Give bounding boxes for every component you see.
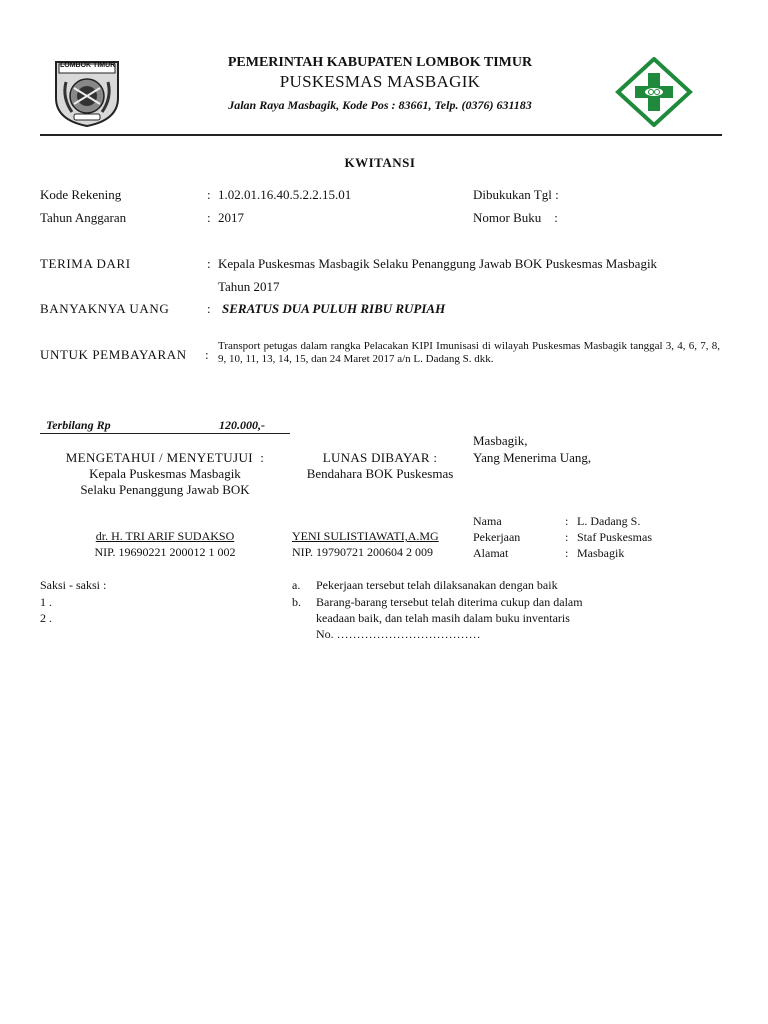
terbilang-label: Terbilang Rp <box>46 418 111 432</box>
terima-dari-value-year: Tahun 2017 <box>218 279 280 294</box>
note-b-line-3: No. ……………………………… <box>316 627 481 641</box>
pekerjaan-label: Pekerjaan <box>473 530 521 544</box>
lunas-nip: NIP. 19790721 200604 2 009 <box>292 545 434 559</box>
nomor-buku-label: Nomor Buku : <box>473 210 558 225</box>
alamat-value: Masbagik <box>577 546 625 560</box>
saksi-item-2: 2 . <box>40 611 52 625</box>
pekerjaan-colon: : <box>565 530 569 544</box>
mengetahui-nip: NIP. 19690221 200012 1 002 <box>94 545 236 559</box>
note-a-marker: a. <box>292 578 301 592</box>
untuk-pembayaran-value: Transport petugas dalam rangka Pelacakan KIPI Imunisasi di wilayah Puskesmas Masbagik tanggal 3, 4, 6, 7, 8, 9, 10, 11, 13, 14, 15, dan 24 Maret 2017 a/n L. Dadang S. dkk. <box>218 340 720 365</box>
tahun-anggaran-colon: : <box>207 210 211 225</box>
note-a-text: Pekerjaan tersebut telah dilaksanakan dengan baik <box>316 578 558 592</box>
nama-label: Nama <box>473 514 502 528</box>
terbilang-amount: 120.000,- <box>219 418 265 432</box>
lunas-role: Bendahara BOK Puskesmas <box>306 466 454 481</box>
lunas-name: YENI SULISTIAWATI,A.MG <box>292 529 439 543</box>
untuk-pembayaran-label: UNTUK PEMBAYARAN <box>40 347 187 362</box>
tahun-anggaran-value: 2017 <box>218 210 244 225</box>
receiver-title: Yang Menerima Uang, <box>473 450 592 465</box>
kode-rekening-label: Kode Rekening <box>40 187 122 202</box>
mengetahui-title: MENGETAHUI / MENYETUJUI : <box>65 450 265 465</box>
banyaknya-uang-colon: : <box>207 301 211 316</box>
emblem-caption: LOMBOK TIMUR <box>60 62 116 69</box>
terbilang-underline <box>40 433 290 434</box>
lunas-title: LUNAS DIBAYAR : <box>322 450 438 465</box>
saksi-title: Saksi - saksi : <box>40 578 107 592</box>
header-government: PEMERINTAH KABUPATEN LOMBOK TIMUR <box>227 55 533 70</box>
pekerjaan-value: Staf Puskesmas <box>577 530 652 544</box>
dibukukan-label: Dibukukan Tgl : <box>473 187 559 202</box>
kode-rekening-colon: : <box>207 187 211 202</box>
terima-dari-colon: : <box>207 256 211 271</box>
note-b-line-1: Barang-barang tersebut telah diterima cukup dan dalam <box>316 595 583 609</box>
puskesmas-logo <box>614 57 694 127</box>
mengetahui-role-2: Selaku Penanggung Jawab BOK <box>80 482 250 497</box>
tahun-anggaran-label: Tahun Anggaran <box>40 210 127 225</box>
note-b-line-2: keadaan baik, dan telah masih dalam buku inventaris <box>316 611 570 625</box>
alamat-label: Alamat <box>473 546 509 560</box>
nama-value: L. Dadang S. <box>577 514 641 528</box>
terima-dari-value: Kepala Puskesmas Masbagik Selaku Penanggung Jawab BOK Puskesmas Masbagik <box>218 256 658 271</box>
document-title: KWITANSI <box>344 155 416 170</box>
saksi-item-1: 1 . <box>40 595 52 609</box>
terima-dari-label: TERIMA DARI <box>40 256 131 271</box>
banyaknya-uang-label: BANYAKNYA UANG <box>40 301 170 316</box>
untuk-pembayaran-colon: : <box>205 347 209 362</box>
mengetahui-name: dr. H. TRI ARIF SUDAKSO <box>95 529 235 543</box>
signing-place: Masbagik, <box>473 433 528 448</box>
nama-colon: : <box>565 514 569 528</box>
header-divider <box>40 134 722 136</box>
kode-rekening-value: 1.02.01.16.40.5.2.2.15.01 <box>218 187 352 202</box>
header-puskesmas: PUSKESMAS MASBAGIK <box>279 72 481 91</box>
banyaknya-uang-value: SERATUS DUA PULUH RIBU RUPIAH <box>222 301 446 316</box>
mengetahui-role-1: Kepala Puskesmas Masbagik <box>89 466 241 481</box>
header-address: Jalan Raya Masbagik, Kode Pos : 83661, Telp. (0376) 631183 <box>228 98 532 112</box>
alamat-colon: : <box>565 546 569 560</box>
note-b-marker: b. <box>292 595 301 609</box>
